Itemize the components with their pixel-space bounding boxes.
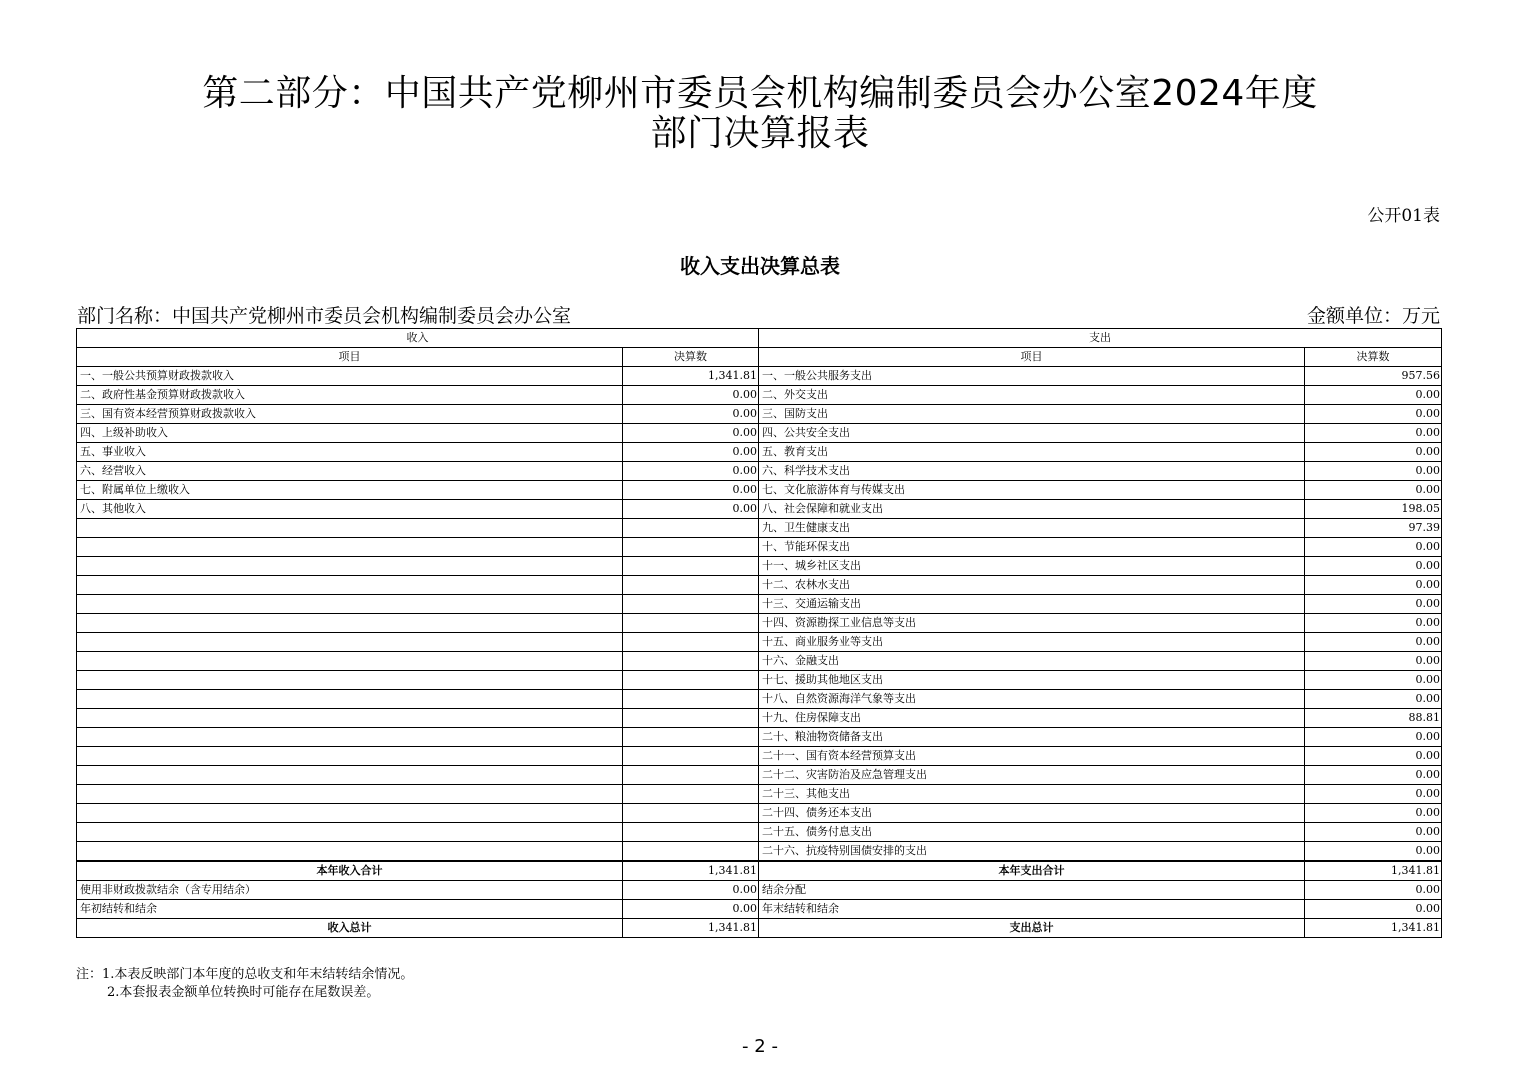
expense-item-cell: 二十一、国有资本经营预算支出 [759,747,1305,766]
table-row [77,614,1442,633]
income-amount-cell [623,595,759,614]
income-amount-cell [623,766,759,785]
income-amount-cell: 1,341.81 [623,861,759,881]
table-row [77,405,1442,424]
income-amount-cell: 0.00 [623,424,759,443]
expense-item-cell: 十七、援助其他地区支出 [759,671,1305,690]
income-item-cell: 四、上级补助收入 [77,424,623,443]
expense-item-cell: 七、文化旅游体育与传媒支出 [759,481,1305,500]
expense-item-cell: 十一、城乡社区支出 [759,557,1305,576]
title-line-1: 第二部分：中国共产党柳州市委员会机构编制委员会办公室2024年度 [202,73,1318,114]
income-amount-cell: 0.00 [623,881,759,900]
expense-amount-cell: 0.00 [1305,747,1442,766]
table-row [77,823,1442,842]
table-row [77,424,1442,443]
year-total-row [77,861,1442,881]
table-row [77,804,1442,823]
grand-total-row [77,919,1442,938]
income-item-cell [77,823,623,842]
expense-item-cell: 十四、资源勘探工业信息等支出 [759,614,1305,633]
expense-item-cell: 十六、金融支出 [759,652,1305,671]
income-amount-cell [623,576,759,595]
income-item-cell: 使用非财政拨款结余（含专用结余） [77,881,623,900]
income-amount-cell: 0.00 [623,462,759,481]
expense-amount-cell: 0.00 [1305,481,1442,500]
expense-amount-cell: 1,341.81 [1305,919,1442,938]
expense-item-cell: 十三、交通运输支出 [759,595,1305,614]
expense-amount-cell: 0.00 [1305,538,1442,557]
expense-amount-cell: 0.00 [1305,405,1442,424]
income-item-cell [77,519,623,538]
table-row [77,709,1442,728]
table-row [77,557,1442,576]
table-row [77,500,1442,519]
expense-amount-cell: 0.00 [1305,785,1442,804]
income-item-cell [77,842,623,862]
expense-item-cell: 一、一般公共服务支出 [759,367,1305,386]
income-amount-cell: 0.00 [623,405,759,424]
table-row [77,519,1442,538]
income-amount-cell [623,728,759,747]
income-amount-cell: 0.00 [623,500,759,519]
income-amount-cell [623,671,759,690]
note-2: 2.本套报表金额单位转换时可能存在尾数误差。 [107,985,380,1000]
income-amount-cell [623,652,759,671]
income-amount-cell [623,709,759,728]
table-row [77,900,1442,919]
table-row [77,671,1442,690]
expense-item-cell: 二十四、债务还本支出 [759,804,1305,823]
income-amount-cell: 1,341.81 [623,919,759,938]
income-amount-cell [623,823,759,842]
expense-item-cell: 二十二、灾害防治及应急管理支出 [759,766,1305,785]
expense-amount-cell: 0.00 [1305,804,1442,823]
table-row [77,842,1442,862]
page-number: - 2 - [742,1036,778,1057]
expense-item-cell: 三、国防支出 [759,405,1305,424]
income-amount-header: 决算数 [623,348,759,367]
income-expense-table [76,328,1442,938]
income-item-cell [77,652,623,671]
expense-item-header: 项目 [759,348,1305,367]
expense-amount-cell: 1,341.81 [1305,861,1442,881]
income-amount-cell [623,614,759,633]
expense-amount-cell: 0.00 [1305,823,1442,842]
table-code: 公开01表 [1367,206,1440,226]
income-item-cell: 收入总计 [77,919,623,938]
expense-amount-cell: 0.00 [1305,690,1442,709]
expense-amount-cell: 0.00 [1305,728,1442,747]
income-amount-cell [623,785,759,804]
income-item-cell [77,766,623,785]
expense-amount-cell: 0.00 [1305,386,1442,405]
expense-item-cell: 十五、商业服务业等支出 [759,633,1305,652]
expense-item-cell: 二十、粮油物资储备支出 [759,728,1305,747]
expense-amount-cell: 0.00 [1305,424,1442,443]
expense-amount-cell: 0.00 [1305,576,1442,595]
expense-item-cell: 支出总计 [759,919,1305,938]
income-amount-cell: 0.00 [623,443,759,462]
expense-item-cell: 六、科学技术支出 [759,462,1305,481]
income-amount-cell [623,633,759,652]
income-item-cell [77,576,623,595]
expense-item-cell: 九、卫生健康支出 [759,519,1305,538]
table-row [77,766,1442,785]
table-row [77,367,1442,386]
income-item-header: 项目 [77,348,623,367]
expense-item-cell: 十九、住房保障支出 [759,709,1305,728]
income-item-cell [77,747,623,766]
notes [76,966,413,1002]
expense-item-cell: 五、教育支出 [759,443,1305,462]
income-amount-cell [623,538,759,557]
amount-unit: 金额单位：万元 [1306,305,1440,327]
table-row [77,690,1442,709]
expense-amount-cell: 0.00 [1305,443,1442,462]
expense-item-cell: 四、公共安全支出 [759,424,1305,443]
table-row [77,443,1442,462]
table-row [77,652,1442,671]
table-row [77,785,1442,804]
expense-item-cell: 八、社会保障和就业支出 [759,500,1305,519]
expense-amount-cell: 97.39 [1305,519,1442,538]
expense-amount-cell: 957.56 [1305,367,1442,386]
expense-amount-cell: 0.00 [1305,614,1442,633]
income-item-cell [77,557,623,576]
income-header: 收入 [77,329,759,348]
income-amount-cell: 1,341.81 [623,367,759,386]
income-amount-cell [623,557,759,576]
expense-amount-header: 决算数 [1305,348,1442,367]
expense-item-cell: 结余分配 [759,881,1305,900]
table-row [77,747,1442,766]
income-item-cell: 五、事业收入 [77,443,623,462]
table-row [77,633,1442,652]
table-row [77,881,1442,900]
expense-amount-cell: 0.00 [1305,900,1442,919]
income-item-cell [77,538,623,557]
expense-amount-cell: 0.00 [1305,462,1442,481]
expense-amount-cell: 0.00 [1305,766,1442,785]
table-row [77,595,1442,614]
income-item-cell: 六、经营收入 [77,462,623,481]
income-item-cell [77,709,623,728]
expense-item-cell: 二十五、债务付息支出 [759,823,1305,842]
income-item-cell: 一、一般公共预算财政拨款收入 [77,367,623,386]
expense-item-cell: 二十三、其他支出 [759,785,1305,804]
table-row [77,728,1442,747]
income-item-cell [77,595,623,614]
table-subtitle: 收入支出决算总表 [680,254,840,278]
income-amount-cell [623,804,759,823]
page-title [0,74,1520,154]
expense-header: 支出 [759,329,1442,348]
table-row [77,462,1442,481]
income-item-cell: 八、其他收入 [77,500,623,519]
note-1: 注：1.本表反映部门本年度的总收支和年末结转结余情况。 [76,967,414,982]
expense-item-cell: 十八、自然资源海洋气象等支出 [759,690,1305,709]
expense-amount-cell: 0.00 [1305,671,1442,690]
income-item-cell [77,614,623,633]
title-line-2: 部门决算报表 [650,113,870,154]
expense-item-cell: 年末结转和结余 [759,900,1305,919]
income-amount-cell: 0.00 [623,900,759,919]
income-amount-cell: 0.00 [623,386,759,405]
table-row [77,481,1442,500]
income-item-cell [77,728,623,747]
income-item-cell [77,671,623,690]
expense-item-cell: 本年支出合计 [759,861,1305,881]
expense-item-cell: 十、节能环保支出 [759,538,1305,557]
income-amount-cell: 0.00 [623,481,759,500]
income-item-cell: 年初结转和结余 [77,900,623,919]
income-item-cell: 七、附属单位上缴收入 [77,481,623,500]
expense-amount-cell: 0.00 [1305,595,1442,614]
expense-item-cell: 二、外交支出 [759,386,1305,405]
income-item-cell: 二、政府性基金预算财政拨款收入 [77,386,623,405]
expense-amount-cell: 0.00 [1305,557,1442,576]
income-item-cell [77,690,623,709]
income-item-cell: 三、国有资本经营预算财政拨款收入 [77,405,623,424]
income-amount-cell [623,747,759,766]
department-name: 部门名称：中国共产党柳州市委员会机构编制委员会办公室 [77,305,572,327]
table-row [77,386,1442,405]
income-amount-cell [623,842,759,862]
expense-amount-cell: 0.00 [1305,842,1442,862]
income-amount-cell [623,690,759,709]
income-item-cell: 本年收入合计 [77,861,623,881]
income-item-cell [77,804,623,823]
table-row [77,576,1442,595]
expense-amount-cell: 198.05 [1305,500,1442,519]
table-body [77,367,1442,938]
income-amount-cell [623,519,759,538]
table-row [77,538,1442,557]
expense-amount-cell: 88.81 [1305,709,1442,728]
income-item-cell [77,633,623,652]
expense-item-cell: 二十六、抗疫特别国债安排的支出 [759,842,1305,862]
income-item-cell [77,785,623,804]
expense-amount-cell: 0.00 [1305,652,1442,671]
expense-amount-cell: 0.00 [1305,881,1442,900]
expense-item-cell: 十二、农林水支出 [759,576,1305,595]
expense-amount-cell: 0.00 [1305,633,1442,652]
